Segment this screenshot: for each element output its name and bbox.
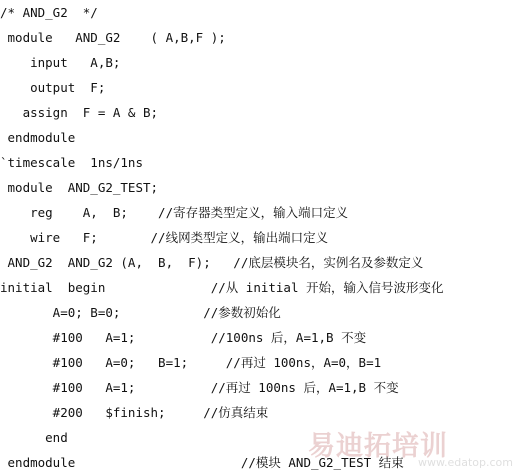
code-line: `timescale 1ns/1ns <box>0 155 143 170</box>
code-line: endmodule //模块 AND_G2_TEST 结束 <box>0 455 404 470</box>
code-line: endmodule <box>0 130 76 145</box>
code-line: #100 A=1; //再过 100ns 后，A=1,B 不变 <box>0 380 399 395</box>
code-line: reg A, B; //寄存器类型定义，输入端口定义 <box>0 205 349 220</box>
code-line: AND_G2 AND_G2 (A, B, F); //底层模块名，实例名及参数定义 <box>0 255 424 270</box>
code-line: #200 $finish; //仿真结束 <box>0 405 269 420</box>
code-line: initial begin //从 initial 开始，输入信号波形变化 <box>0 280 444 295</box>
code-line: module AND_G2_TEST; <box>0 180 159 195</box>
code-line: A=0; B=0; //参数初始化 <box>0 305 281 320</box>
watermark-text: 易迪拓培训 <box>308 431 448 462</box>
code-line: assign F = A & B; <box>0 105 159 120</box>
code-line: wire F; //线网类型定义，输出端口定义 <box>0 230 329 245</box>
watermark-url: www.edatop.com <box>418 456 513 469</box>
code-line: module AND_G2 ( A,B,F ); <box>0 30 226 45</box>
code-line: output F; <box>0 80 106 95</box>
code-line: #100 A=0; B=1; //再过 100ns，A=0，B=1 <box>0 355 382 370</box>
code-line: #100 A=1; //100ns 后，A=1,B 不变 <box>0 330 367 345</box>
code-line: /* AND_G2 */ <box>0 5 98 20</box>
code-line: input A,B; <box>0 55 121 70</box>
code-line: end <box>0 430 68 445</box>
